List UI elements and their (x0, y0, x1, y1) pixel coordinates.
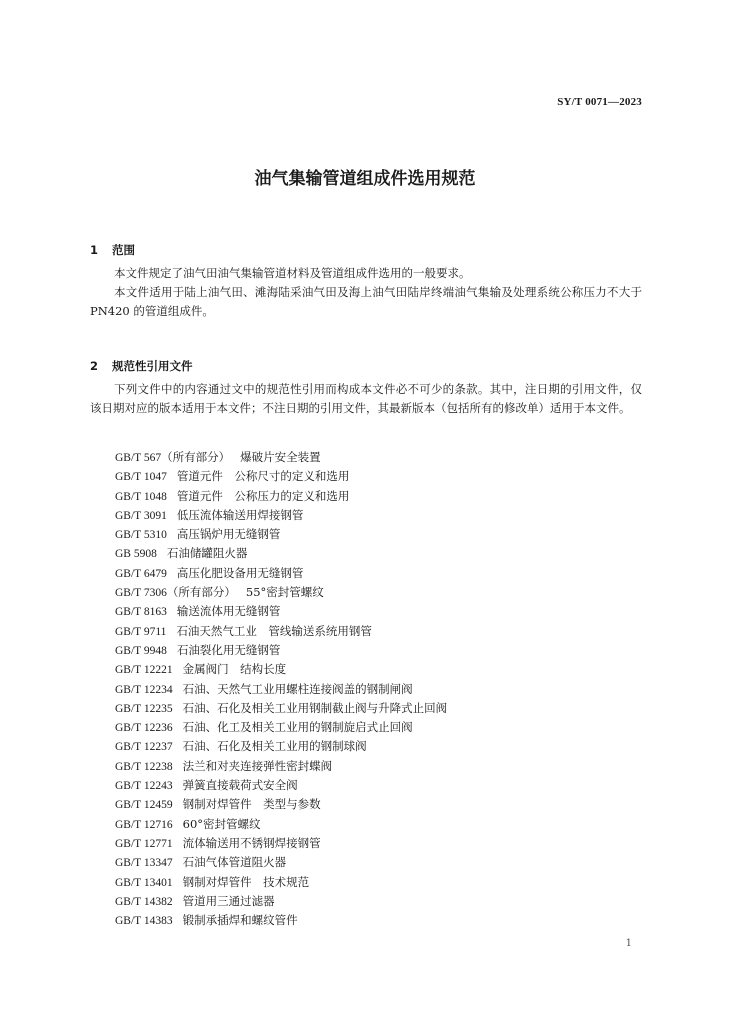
paragraph: 下列文件中的内容通过文中的规范性引用而构成本文件必不可少的条款。其中，注日期的引用文件，仅该日期对应的版本适用于本文件；不注日期的引用文件，其最新版本（包括所有的修改单）适用于本文件。 (90, 382, 642, 415)
reference-code: GB/T 14383 (115, 915, 173, 928)
reference-item (115, 737, 447, 756)
section-title: 范围 (112, 243, 135, 257)
reference-code: GB/T 12243 (115, 780, 173, 793)
reference-code: GB/T 8163 (115, 606, 167, 619)
reference-code: GB/T 6479 (115, 567, 167, 580)
reference-name: 流体输送用不锈钢焊接钢管 (182, 835, 321, 850)
reference-name: 55°密封管螺纹 (245, 585, 324, 600)
reference-code: GB/T 5310 (115, 529, 167, 542)
reference-list (115, 448, 447, 930)
reference-code: GB/T 1047 (115, 471, 167, 484)
reference-name: 高压化肥设备用无缝钢管 (176, 565, 304, 580)
reference-item (115, 506, 447, 525)
reference-code: GB/T 14382 (115, 895, 173, 908)
reference-name: 输送流体用无缝钢管 (176, 604, 281, 619)
reference-code: GB/T 13401 (115, 876, 173, 889)
reference-item (115, 622, 447, 641)
reference-item (115, 815, 447, 834)
reference-code: GB/T 12221 (115, 664, 173, 677)
reference-code: GB/T 12238 (115, 760, 173, 773)
reference-item (115, 834, 447, 853)
reference-code: GB/T 12237 (115, 741, 173, 754)
reference-name: 管道元件 公称压力的定义和选用 (176, 488, 350, 503)
reference-code: GB/T 12771 (115, 837, 173, 850)
reference-item (115, 680, 447, 699)
reference-name: 石油、石化及相关工业用的钢制球阀 (182, 739, 367, 754)
reference-item (115, 718, 447, 737)
reference-name: 管道元件 公称尺寸的定义和选用 (176, 469, 350, 484)
section-heading-scope (90, 242, 135, 258)
reference-name: 石油、石化及相关工业用钢制截止阀与升降式止回阀 (182, 700, 448, 715)
reference-item (115, 699, 447, 718)
reference-item (115, 641, 447, 660)
reference-name: 60°密封管螺纹 (182, 816, 261, 831)
standard-code: SY/T 0071—2023 (557, 96, 642, 108)
reference-code: GB/T 1048 (115, 490, 167, 503)
reference-item (115, 544, 447, 563)
reference-name: 法兰和对夹连接弹性密封蝶阀 (182, 758, 333, 773)
reference-item (115, 660, 447, 679)
reference-code: GB/T 12459 (115, 799, 173, 812)
paragraph: 本文件适用于陆上油气田、滩海陆采油气田及海上油气田陆岸终端油气集输及处理系统公称压力不大于 PN420 的管道组成件。 (90, 285, 642, 318)
section-number: 1 (90, 243, 99, 257)
reference-code: GB/T 12236 (115, 722, 173, 735)
reference-name: 爆破片安全装置 (240, 450, 321, 464)
reference-item (115, 795, 447, 814)
reference-item (115, 873, 447, 892)
section-body-references (90, 380, 642, 418)
reference-name: 钢制对焊管件 类型与参数 (182, 797, 321, 812)
section-body-scope (90, 264, 642, 321)
section-title: 规范性引用文件 (112, 359, 193, 373)
reference-name: 石油储罐阻火器 (166, 546, 248, 561)
reference-item (115, 467, 447, 486)
reference-item (115, 564, 447, 583)
reference-code: GB/T 9948 (115, 644, 167, 657)
reference-name: 石油、天然气工业用螺柱连接阀盖的钢制闸阀 (182, 681, 413, 696)
reference-item (115, 448, 447, 467)
reference-item (115, 525, 447, 544)
reference-code: GB/T 13347 (115, 857, 173, 870)
reference-code: GB/T 567（所有部分） (115, 452, 231, 464)
section-number: 2 (90, 359, 99, 373)
reference-name: 锻制承插焊和螺纹管件 (182, 913, 298, 928)
reference-name: 石油天然气工业 管线输送系统用钢管 (176, 623, 372, 638)
section-heading-normative-references (90, 358, 193, 374)
reference-item (115, 602, 447, 621)
paragraph: 本文件规定了油气田油气集输管道材料及管道组成件选用的一般要求。 (114, 266, 471, 280)
reference-name: 管道用三通过滤器 (182, 893, 275, 908)
reference-code: GB/T 12716 (115, 818, 173, 831)
reference-item (115, 583, 447, 602)
reference-code: GB/T 9711 (115, 625, 167, 638)
reference-name: 钢制对焊管件 技术规范 (182, 874, 310, 889)
reference-item (115, 776, 447, 795)
reference-item (115, 757, 447, 776)
reference-name: 高压锅炉用无缝钢管 (176, 527, 281, 542)
reference-item (115, 853, 447, 872)
reference-item (115, 487, 447, 506)
reference-code: GB 5908 (115, 548, 157, 561)
reference-name: 金属阀门 结构长度 (182, 662, 287, 677)
reference-name: 低压流体输送用焊接钢管 (176, 507, 304, 522)
page-number: 1 (625, 938, 632, 949)
reference-name: 石油裂化用无缝钢管 (176, 642, 281, 657)
reference-code: GB/T 3091 (115, 509, 167, 522)
reference-item (115, 911, 447, 930)
reference-code: GB/T 12234 (115, 683, 173, 696)
reference-name: 石油、化工及相关工业用的钢制旋启式止回阀 (182, 720, 413, 735)
reference-item (115, 892, 447, 911)
reference-name: 弹簧直接载荷式安全阀 (182, 778, 298, 793)
reference-code: GB/T 12235 (115, 702, 173, 715)
document-title: 油气集输管道组成件选用规范 (254, 169, 476, 189)
reference-code: GB/T 7306（所有部分） (115, 587, 236, 600)
reference-name: 石油气体管道阻火器 (182, 855, 287, 870)
